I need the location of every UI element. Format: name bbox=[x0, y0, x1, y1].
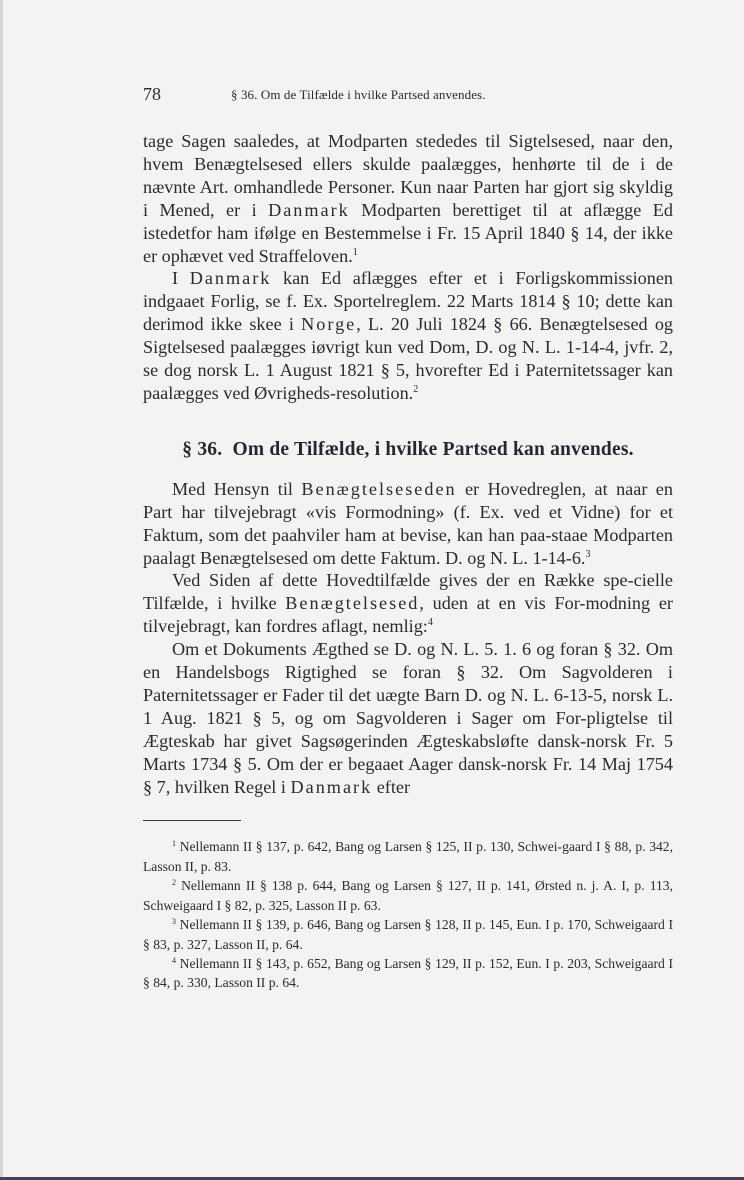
footnote-ref: 3 bbox=[585, 548, 591, 560]
running-head-title: § 36. Om de Tilfælde i hvilke Partsed anvendes. bbox=[231, 87, 486, 102]
paragraph-cases: Om et Dokuments Ægthed se D. og N. L. 5. 1. 6 og foran § 32. Om en Handelsbogs Rigtighed se foran § 32. Om Sagvolderen i Paternitetssager er Fader til det uægte Barn D. og N. L. 6-13-5, norsk L. 1 Aug. 1821 § 5, og om Sagvolderen i Sager om For-pligtelse til Ægteskab har givet Sagsøgerinden Ægteskabsløfte dansk-norsk Fr. 5 Marts 1734 § 5. Om der er begaaet Aager dansk-norsk Fr. 14 Maj 1754 § 7, hvilken Regel i Danmark efter bbox=[143, 639, 673, 797]
spaced-emphasis: Danmark bbox=[290, 776, 373, 797]
page-number: 78 bbox=[143, 84, 161, 104]
spaced-emphasis: Danmark bbox=[268, 199, 350, 220]
footnote: $^2$ Nellemann II § 138 p. 644, Bang og Larsen § 127, II p. 141, Ørsted n. j. A. I, p. 113, Schweigaard I § 82, p. 325, Lasson II p. 63. bbox=[143, 878, 673, 913]
paragraph-specielle: Ved Siden af dette Hovedtilfælde gives der en Række spe-cielle Tilfælde, i hvilke Benægtelsesed, uden at en vis For-modning er tilvejebragt, kan fordres aflagt, nemlig:$^4$ bbox=[143, 570, 673, 637]
paragraph-hovedregel: Med Hensyn til Benægtelseseden er Hovedreglen, at naar en Part har tilvejebragt «vis Formodning» (f. Ex. ved et Vidne) for et Faktum, som det paahviler ham at bevise, kan han paa-staae Modparten paalagt Benægtelsesed om dette Faktum. D. og N. L. 1-14-6.$^3$ bbox=[143, 478, 673, 568]
book-page bbox=[143, 84, 673, 993]
footnote-mark: 2 bbox=[172, 878, 176, 888]
footnote: $^4$ Nellemann II § 143, p. 652, Bang og Larsen § 129, II p. 152, Eun. I p. 203, Schweigaard I § 84, p. 330, Lasson II p. 64. bbox=[143, 955, 673, 991]
spaced-emphasis: Norge bbox=[301, 314, 357, 335]
footnote-ref: 1 bbox=[352, 246, 358, 258]
spaced-emphasis: Danmark bbox=[189, 268, 272, 289]
running-head bbox=[143, 84, 673, 106]
footnote: $^3$ Nellemann II § 139, p. 646, Bang og Larsen § 128, II p. 145, Eun. I p. 170, Schweigaard I § 83, p. 327, Lasson II, p. 64. bbox=[143, 917, 673, 952]
footnote: $^1$ Nellemann II § 137, p. 642, Bang og Larsen § 125, II p. 130, Schwei-gaard I § 88, p. 342, Lasson II, p. 83. bbox=[143, 839, 674, 874]
spaced-emphasis: Benægtelsesed bbox=[285, 593, 420, 614]
paragraph-danmark: I Danmark kan Ed aflægges efter et i Forligskommissionen indgaaet Forlig, se f. Ex. Sportelreglem. 22 Marts 1814 § 10; dette kan derimod ikke skee i Norge, L. 20 Juli 1824 § 66. Benægtelsesed og Sigtelsesed paalægges iøvrigt kun ved Dom, D. og N. L. 1-14-4, jvfr. 2, se dog norsk L. 1 August 1821 § 5, hvorefter Ed i Paternitetssager kan paalægges ved Øvrigheds-resolution.$^2$ bbox=[143, 268, 674, 403]
footnote-ref: 2 bbox=[413, 383, 419, 395]
body-text bbox=[143, 130, 673, 798]
footnote-rule bbox=[143, 820, 241, 821]
footnote-ref: 4 bbox=[427, 617, 433, 629]
page-left-edge bbox=[0, 0, 3, 1180]
footnotes bbox=[143, 837, 673, 992]
section-heading bbox=[143, 439, 673, 462]
section-title: Om de Tilfælde, i hvilke Partsed kan anvendes. bbox=[232, 438, 634, 460]
footnote-mark: 3 bbox=[172, 917, 176, 927]
section-number: § 36. bbox=[182, 438, 223, 460]
footnote-mark: 1 bbox=[172, 839, 176, 849]
spaced-emphasis: Benægtelseseden bbox=[301, 478, 457, 499]
continuation-paragraph: tage Sagen saaledes, at Modparten stededes til Sigtelsesed, naar den, hvem Benægtelsesed ellers skulde paalægges, henhørte til de i de nævnte Art. omhandlede Personer. Kun naar Parten har gjort sig skyldig i Mened, er i Danmark Modparten berettiget til at aflægge Ed istedetfor ham ifølge en Bestemmelse i Fr. 15 April 1840 § 14, der ikke er ophævet ved Straffeloven.$^1$ bbox=[143, 131, 673, 266]
footnote-mark: 4 bbox=[172, 955, 176, 965]
